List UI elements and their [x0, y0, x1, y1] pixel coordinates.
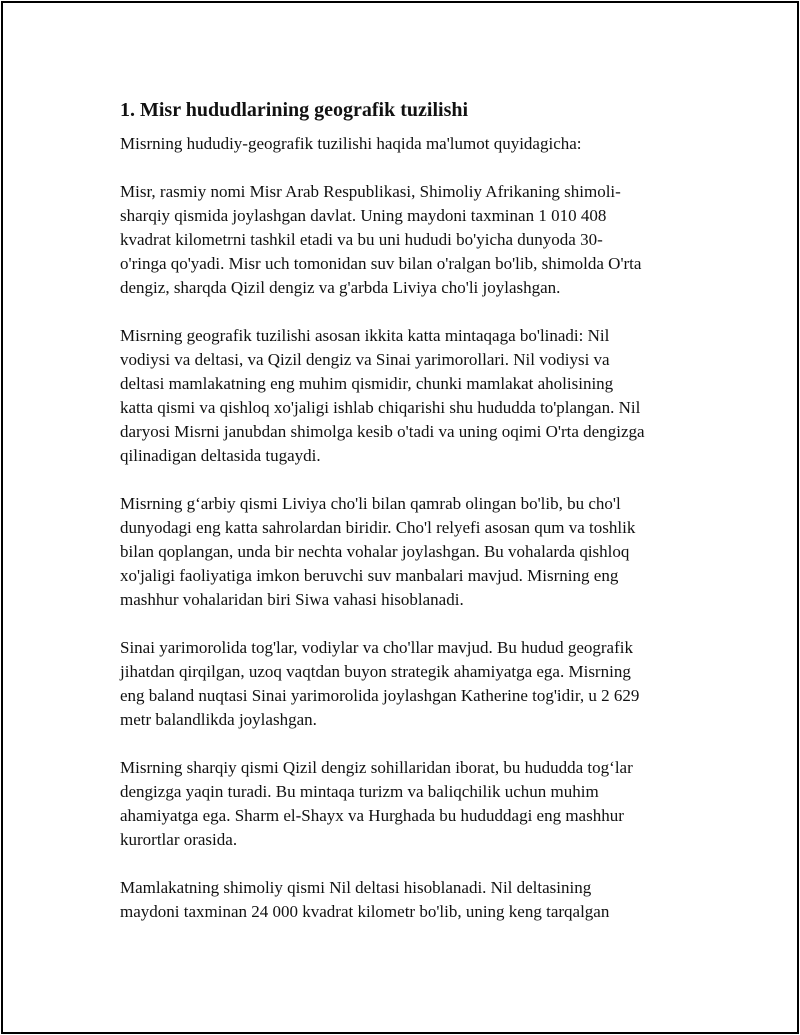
paragraph-6: [120, 876, 700, 924]
text-line: sharqiy qismida joylashgan davlat. Uning maydoni taxminan 1 010 408: [120, 206, 607, 225]
paragraph-5: [120, 756, 700, 852]
text-line: kurortlar orasida.: [120, 830, 238, 849]
paragraph-1: [120, 180, 700, 300]
text-line: o'ringa qo'yadi. Misr uch tomonidan suv bilan o'ralgan bo'lib, shimolda O'rta: [120, 254, 642, 273]
paragraph-3: [120, 492, 700, 612]
text-line: Sinai yarimorolida tog'lar, vodiylar va cho'llar mavjud. Bu hudud geografik: [120, 638, 633, 657]
text-line: Misrning sharqiy qismi Qizil dengiz sohillaridan iborat, bu hududda tog‘lar: [120, 758, 633, 777]
intro-paragraph: Misrning hududiy-geografik tuzilishi haqida ma'lumot quyidagicha:: [120, 134, 582, 153]
paragraph-2: [120, 324, 700, 468]
text-line: daryosi Misrni janubdan shimolga kesib o'tadi va uning oqimi O'rta dengizga: [120, 422, 645, 441]
page-frame: [1, 1, 799, 1034]
text-line: Misr, rasmiy nomi Misr Arab Respublikasi, Shimoliy Afrikaning shimoli-: [120, 182, 621, 201]
paragraph-4: [120, 636, 700, 732]
text-line: xo'jaligi faoliyatiga imkon beruvchi suv manbalari mavjud. Misrning eng: [120, 566, 619, 585]
text-line: jihatdan qirqilgan, uzoq vaqtdan buyon strategik ahamiyatga ega. Misrning: [120, 662, 631, 681]
text-line: dunyodagi eng katta sahrolardan biridir. Cho'l relyefi asosan qum va toshlik: [120, 518, 636, 537]
text-line: ahamiyatga ega. Sharm el-Shayx va Hurghada bu hududdagi eng mashhur: [120, 806, 624, 825]
text-line: deltasi mamlakatning eng muhim qismidir, chunki mamlakat aholisining: [120, 374, 614, 393]
text-line: dengiz, sharqda Qizil dengiz va g'arbda Liviya cho'li joylashgan.: [120, 278, 561, 297]
text-line: Misrning g‘arbiy qismi Liviya cho'li bilan qamrab olingan bo'lib, bu cho'l: [120, 494, 621, 513]
text-line: qilinadigan deltasida tugaydi.: [120, 446, 321, 465]
text-line: dengizga yaqin turadi. Bu mintaqa turizm va baliqchilik uchun muhim: [120, 782, 599, 801]
text-line: maydoni taxminan 24 000 kvadrat kilometr bo'lib, uning keng tarqalgan: [120, 902, 610, 921]
text-line: bilan qoplangan, unda bir nechta vohalar joylashgan. Bu vohalarda qishloq: [120, 542, 630, 561]
document-body: [120, 96, 700, 948]
text-line: metr balandlikda joylashgan.: [120, 710, 317, 729]
text-line: katta qismi va qishloq xo'jaligi ishlab chiqarishi shu hududda to'plangan. Nil: [120, 398, 641, 417]
text-line: Mamlakatning shimoliy qismi Nil deltasi hisoblanadi. Nil deltasining: [120, 878, 592, 897]
text-line: Misrning geografik tuzilishi asosan ikkita katta mintaqaga bo'linadi: Nil: [120, 326, 610, 345]
text-line: vodiysi va deltasi, va Qizil dengiz va Sinai yarimorollari. Nil vodiysi va: [120, 350, 610, 369]
text-line: eng baland nuqtasi Sinai yarimorolida joylashgan Katherine tog'idir, u 2 629: [120, 686, 640, 705]
text-line: kvadrat kilometrni tashkil etadi va bu uni hududi bo'yicha dunyoda 30-: [120, 230, 603, 249]
section-heading: 1. Misr hududlarining geografik tuzilishi: [120, 99, 469, 121]
text-line: mashhur vohalaridan biri Siwa vahasi hisoblanadi.: [120, 590, 464, 609]
